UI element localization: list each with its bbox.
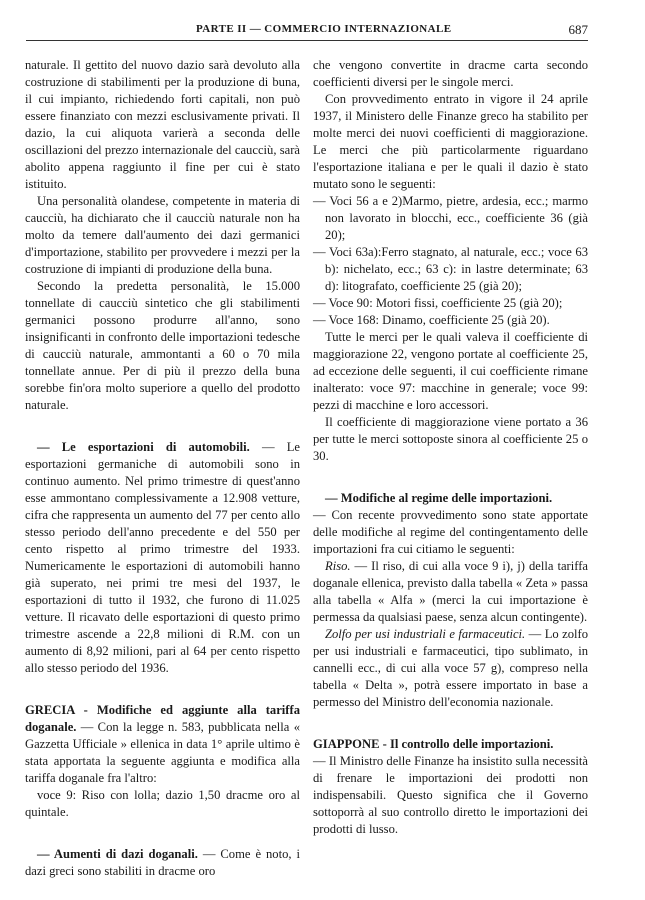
tariff-item: — Voce 90: Motori fissi, coefficiente 25 (già 20);	[313, 296, 563, 310]
rubber-paragraph-3: Secondo la predetta personalità, le 15.000 tonnellate di caucciù sintetico che gli stabilimenti germanici possono produrre all'anno, sono insignificanti in confronto delle importazioni tedesche di caucciù naturale, ammontanti a 60 o 70 mila tonnellate annue. Per di più il prezzo della buna sorebbe fin'ora molto superiore a quello del prodotto naturale.	[25, 279, 300, 412]
automobile-exports-text: — Le esportazioni germaniche di automobili sono in continuo aumento. Nel primo trimestre di quest'anno esse ammontano complessivamente a 12.908 vetture, cifra che rappresenta un aumento del 77 per cento allo stesso periodo dell'anno precedente e del 550 per cento rispetto al primo trimestre del 1933. Numericamente le esportazioni di automobili hanno già superato, nei primi tre mesi del 1937, le esportazioni di tutto il 1932, che furono di 11.025 vetture. Il ricavato delle esportazioni di questo primo trimestre ascende a 22,8 milioni di R.M. con un aumento di 8,92 milioni, pari al 64 per cento rispetto allo stesso periodo del 1936.	[25, 440, 300, 675]
greece-heading: GRECIA - Modifiche ed aggiunte alla tariffa doganale.	[25, 703, 300, 734]
greece-text: — Con la legge n. 583, pubblicata nella « Gazzetta Ufficiale » ellenica in data 1° aprile ultimo è stata apportata la seguente aggiunta e modifica alla tariffa doganale fra l'altro:	[25, 720, 300, 785]
coefficient-paragraph-1: Tutte le merci per le quali valeva il coefficiente di maggiorazione 22, vengono portate al coefficiente 25, ad eccezione delle seguenti, il cui coefficiente rimane inalterato: voce 97: macchine in generale; voce 99: pezzi di macchine e loro accessori.	[313, 330, 588, 412]
sulphur-text: — Lo zolfo per usi industriali e farmaceutici, tipo sublimato, in cannelli ecc., di cui alla voce 57 g), compreso nella tabella « Delta », potrà essere importato in base a permesso del Ministro dell'economia nazionale.	[313, 627, 589, 709]
tariff-item: — Voci 56 a e 2)Marmo, pietre, ardesia, ecc.; marmo non lavorato in blocchi, ecc., coefficiente 36 (già 20);	[313, 194, 588, 242]
running-title: PARTE II — COMMERCIO INTERNAZIONALE	[196, 23, 452, 35]
automobile-exports-section	[25, 439, 300, 677]
rice-entry	[313, 558, 588, 626]
sulphur-label: Zolfo per usi industriali e farmaceutici.	[325, 627, 526, 641]
duty-increase-heading: — Aumenti di dazi doganali.	[37, 847, 198, 861]
duty-increase-text: — Come è noto, i dazi greci sono stabiliti in dracme oro	[25, 847, 300, 878]
page-header	[26, 23, 588, 39]
decree-paragraph: Con provvedimento entrato in vigore il 24 aprile 1937, il Ministero delle Finanze greco ha stabilito per molte merci dei nuovi coefficienti di maggiorazione. Le merci che più particolarmente riguardano l'esportazione italiana e per le quali il dazio è stato mutato sono le seguenti:	[313, 92, 588, 191]
greece-section	[25, 702, 300, 787]
automobile-exports-heading: — Le esportazioni di automobili.	[37, 440, 250, 454]
page-number: 687	[568, 22, 588, 37]
sulphur-entry	[313, 626, 588, 711]
japan-heading: GIAPPONE - Il controllo delle importazioni.	[313, 737, 554, 751]
header-rule	[26, 40, 588, 41]
rubber-paragraph-1: naturale. Il gettito del nuovo dazio sarà devoluto alla costruzione di stabilimenti per la produzione di buna, il cui impianto, richiedendo forti capitali, non può essere finanziato con mezzi esclusivamente privati. Il dazio, la cui aliquota varierà a seconda delle oscillazioni del prezzo internazionale del caucciù, sarà abolito appena raggiunto il fine per cui è stato istituito.	[25, 58, 300, 191]
import-regime-text: — Con recente provvedimento sono state apportate delle modifiche al regime del contingentamento delle importazioni fra cui citiamo le seguenti:	[313, 508, 588, 556]
tariff-item: — Voci 63a):Ferro stagnato, al naturale, ecc.; voce 63 b): nichelato, ecc.; 63 c): in lastre determinate; 63 d): litografato, coefficiente 25 (già 20);	[313, 245, 588, 293]
tariff-item: — Voce 168: Dinamo, coefficiente 25 (già 20).	[313, 313, 550, 327]
left-column	[25, 57, 300, 880]
continuation-paragraph: che vengono convertite in dracme carta secondo coefficienti diversi per le singole merci.	[313, 58, 588, 89]
voce-9-entry: voce 9: Riso con lolla; dazio 1,50 dracme oro al quintale.	[25, 788, 300, 819]
right-column	[313, 57, 588, 838]
import-regime-heading: — Modifiche al regime delle importazioni.	[325, 491, 553, 505]
coefficient-paragraph-2: Il coefficiente di maggiorazione viene portato a 36 per tutte le merci sottoposte sinora al coefficiente 25 o 30.	[313, 415, 588, 463]
rubber-paragraph-2: Una personalità olandese, competente in materia di caucciù, ha dichiarato che il caucciù naturale non ha molto da temere dall'aumento dei dazi germanici d'importazione, stabilito per provvedere i mezzi per la costruzione di impianti di produzione della buna.	[25, 194, 300, 276]
japan-text: — Il Ministro delle Finanze ha insistito sulla necessità di frenare le importazioni dei prodotti non indispensabili. Questo significa che il Governo sottoporrà al suo controllo diretto le importazioni dei prodotti di lusso.	[313, 754, 588, 836]
rice-label: Riso.	[325, 559, 351, 573]
rice-text: — Il riso, di cui alla voce 9 i), j) della tariffa doganale ellenica, previsto dalla tabella « Zeta » passa alla tabella « Alfa » (merci la cui importazione è permessa da qualsiasi paese, senza alcun contingente).	[313, 559, 588, 624]
duty-increase-section	[25, 846, 300, 880]
